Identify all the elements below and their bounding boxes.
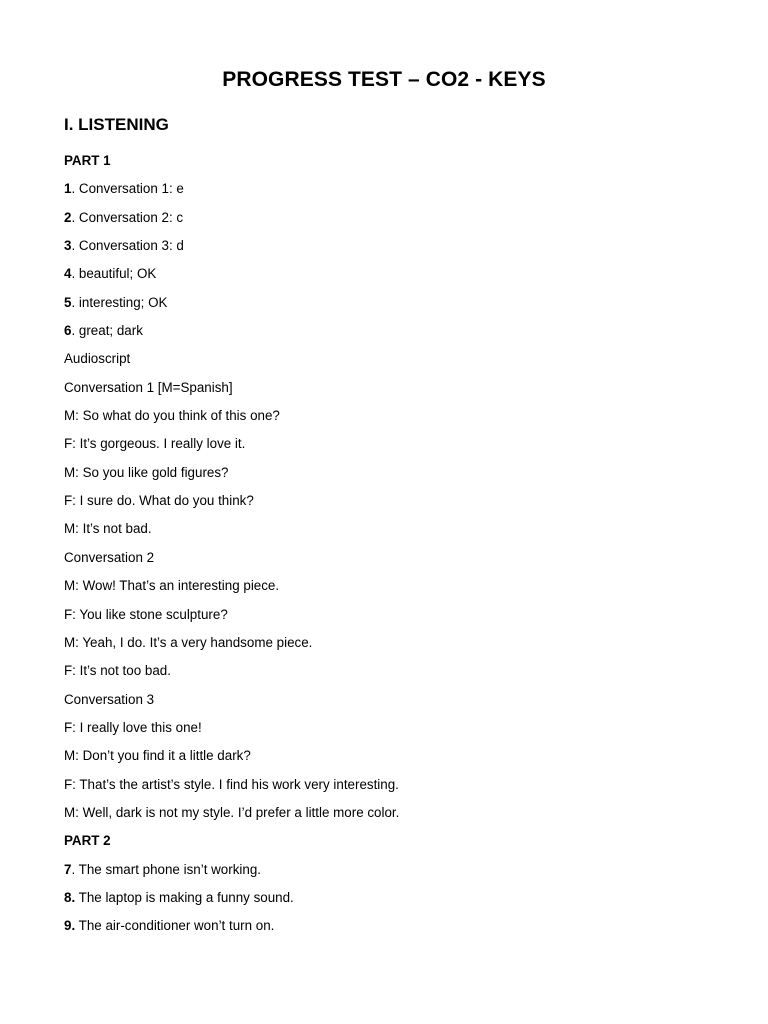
answer-number: 4	[64, 266, 72, 282]
answer-line-9	[64, 917, 724, 945]
answer-line-3	[64, 237, 724, 265]
answer-text: The air-conditioner won’t turn on.	[75, 918, 275, 934]
answer-number: 2	[64, 209, 72, 225]
answer-text: . beautiful; OK	[71, 266, 157, 282]
answer-line-8	[64, 889, 724, 917]
conversation-3-heading: Conversation 3	[64, 691, 155, 707]
script-line: M: So you like gold figures?	[64, 464, 229, 480]
answer-text: . interesting; OK	[71, 294, 168, 310]
answer-line-7	[64, 861, 724, 889]
answer-number: 6	[64, 323, 72, 339]
script-line: M: Don’t you find it a little dark?	[64, 748, 251, 764]
answer-line-4	[64, 265, 724, 293]
answer-text: . Conversation 3: d	[71, 238, 184, 254]
answer-line-2	[64, 209, 724, 237]
script-line: F: I really love this one!	[64, 719, 202, 735]
script-line: M: Yeah, I do. It’s a very handsome piece.	[64, 634, 313, 650]
answer-line-5	[64, 294, 724, 322]
script-line: F: That’s the artist’s style. I find his work very interesting.	[64, 776, 399, 792]
audioscript-heading: Audioscript	[64, 351, 131, 367]
conversation-2-heading: Conversation 2	[64, 549, 155, 565]
answer-key-content	[64, 152, 724, 946]
answer-text: . Conversation 2: c	[71, 209, 184, 225]
part-1-label: PART 1	[64, 153, 111, 168]
answer-text: The laptop is making a funny sound.	[75, 889, 294, 905]
conversation-1-heading: Conversation 1 [M=Spanish]	[64, 379, 233, 395]
script-line: F: It’s not too bad.	[64, 663, 171, 679]
answer-number: 1	[64, 181, 72, 197]
answer-line-1	[64, 180, 724, 208]
answer-number: 7	[64, 861, 72, 877]
script-line: M: It’s not bad.	[64, 521, 152, 537]
answer-text: . Conversation 1: e	[71, 181, 184, 197]
script-line: M: Wow! That’s an interesting piece.	[64, 578, 280, 594]
answer-number: 5	[64, 294, 72, 310]
section-heading: I. LISTENING	[64, 115, 169, 134]
script-line: M: Well, dark is not my style. I’d prefer a little more color.	[64, 804, 400, 820]
answer-text: . The smart phone isn’t working.	[71, 861, 261, 877]
part-2-label: PART 2	[64, 833, 111, 849]
document-title: PROGRESS TEST – CO2 - KEYS	[222, 68, 546, 91]
script-line: F: You like stone sculpture?	[64, 606, 228, 622]
answer-number: 8.	[64, 889, 76, 905]
answer-number: 9.	[64, 918, 76, 934]
script-line: F: It’s gorgeous. I really love it.	[64, 436, 246, 452]
answer-line-6	[64, 322, 724, 350]
script-line: M: So what do you think of this one?	[64, 408, 280, 424]
answer-text: . great; dark	[71, 323, 143, 339]
script-line: F: I sure do. What do you think?	[64, 493, 254, 509]
answer-number: 3	[64, 238, 72, 254]
